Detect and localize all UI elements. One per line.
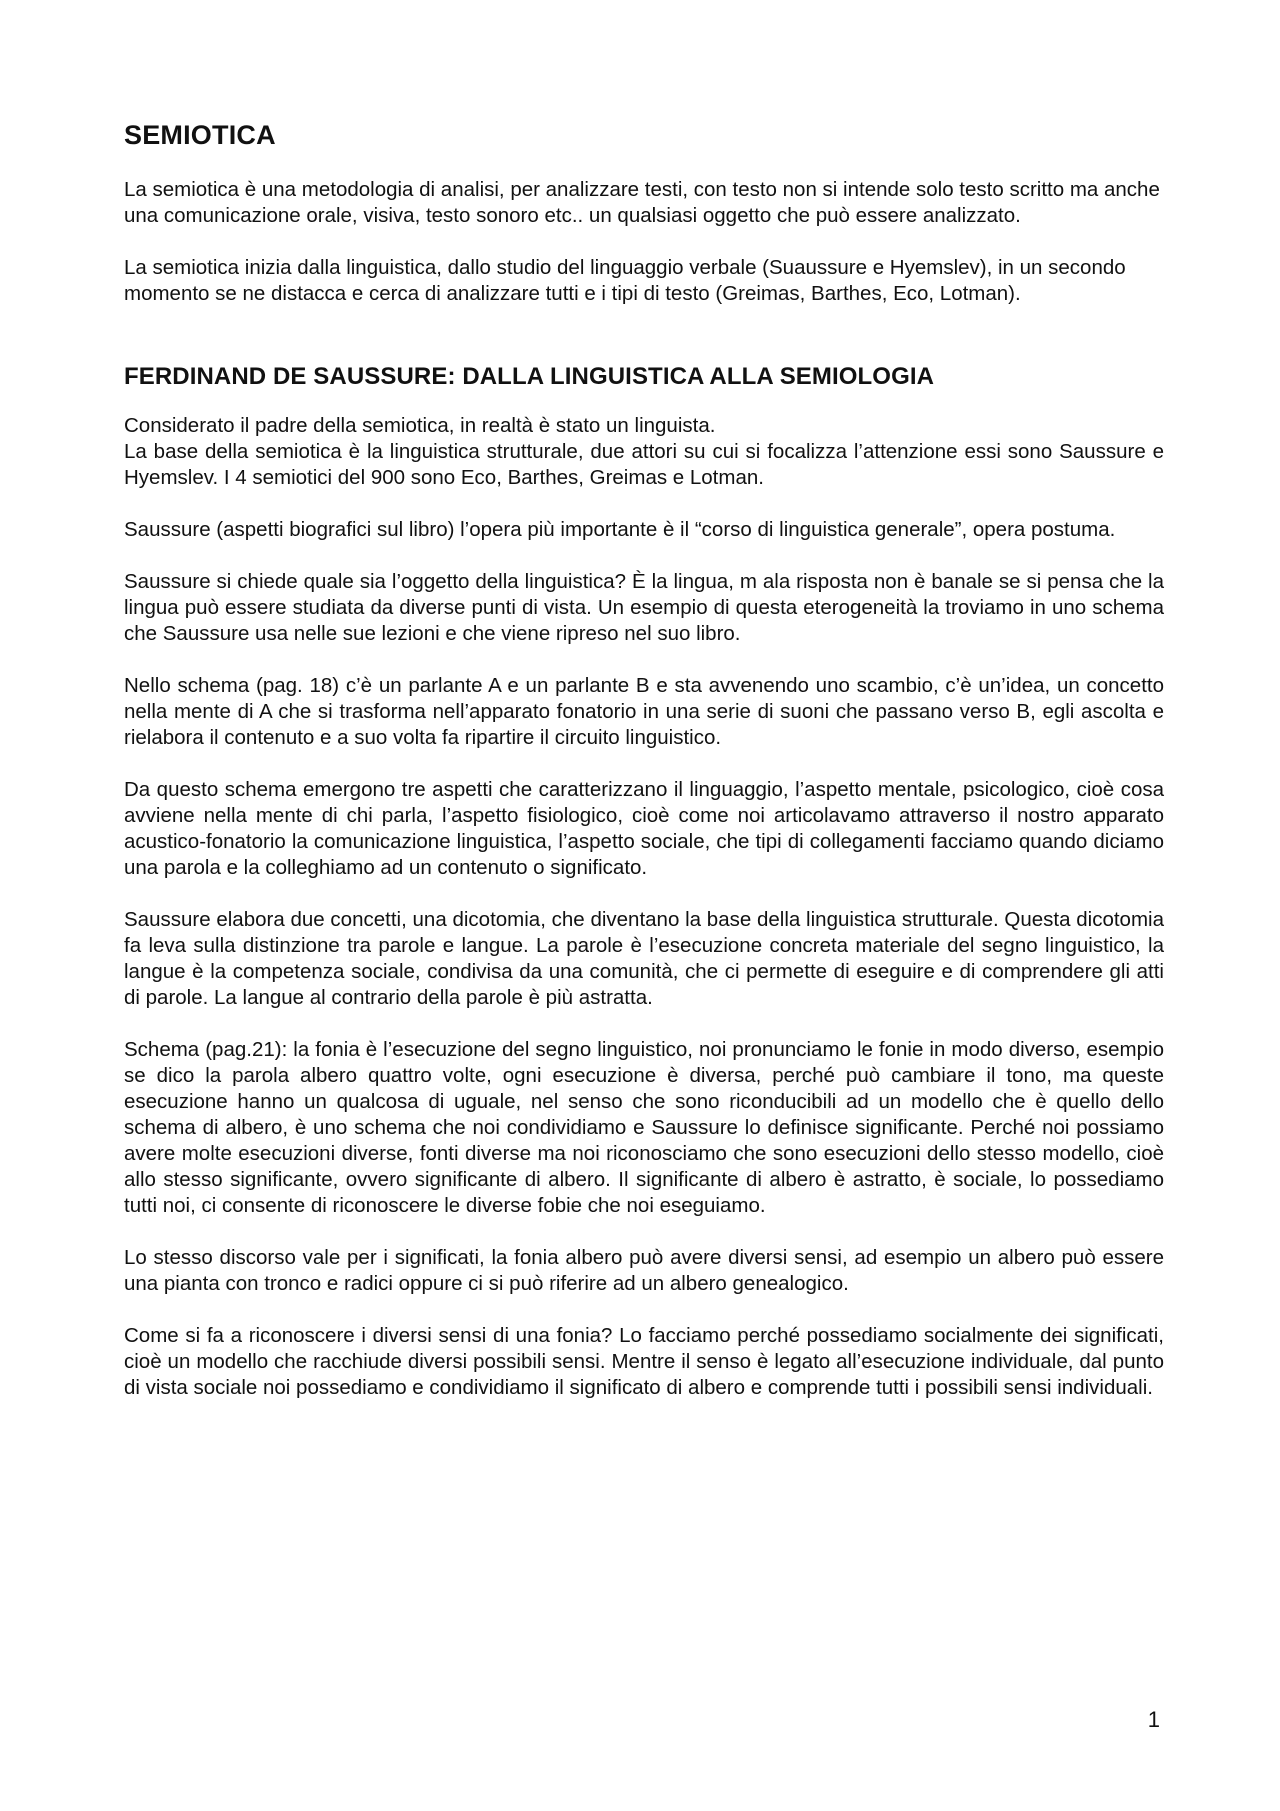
document-title: SEMIOTICA [124, 120, 276, 150]
section-paragraph-4: Nello schema (pag. 18) c’è un parlante A e un parlante B e sta avvenendo uno scambio, c’è un’idea, un concetto nella mente di A che si trasforma nell’apparato fonatorio in una serie di suoni che passano verso B, egli ascolta e rielabora il contenuto e a suo volta fa ripartire il circuito linguistico. [124, 674, 1164, 749]
section-paragraph-7: Schema (pag.21): la fonia è l’esecuzione del segno linguistico, noi pronunciamo le fonie in modo diverso, esempio se dico la parola albero quattro volte, ogni esecuzione è diversa, perché può cambiare il tono, ma queste esecuzione hanno un qualcosa di uguale, nel senso che sono riconducibili ad un modello che è quello dello schema di albero, è uno schema che noi condividiamo e Saussure lo definisce significante. Perché noi possiamo avere molte esecuzioni diverse, fonti diverse ma noi riconosciamo che sono esecuzioni dello stesso modello, cioè allo stesso significante, ovvero significante di albero. Il significante di albero è astratto, è sociale, lo possediamo tutti noi, ci consente di riconoscere le diverse fobie che noi eseguiamo. [124, 1038, 1164, 1217]
section-paragraph-2: Saussure (aspetti biografici sul libro) l’opera più importante è il “corso di linguistica generale”, opera postuma. [124, 518, 1116, 541]
section-paragraph-5: Da questo schema emergono tre aspetti che caratterizzano il linguaggio, l’aspetto mentale, psicologico, cioè cosa avviene nella mente di chi parla, l’aspetto fisiologico, cioè come noi articolavamo attraverso il nostro apparato acustico-fonatorio la comunicazione linguistica, l’aspetto sociale, che tipi di collegamenti facciamo quando diciamo una parola e la colleghiamo ad un contenuto o significato. [124, 778, 1164, 879]
section-paragraph-9: Come si fa a riconoscere i diversi sensi di una fonia? Lo facciamo perché possediamo socialmente dei significati, cioè un modello che racchiude diversi possibili sensi. Mentre il senso è legato all’esecuzione individuale, dal punto di vista sociale noi possediamo e condividiamo il significato di albero e comprende tutti i possibili sensi individuali. [124, 1324, 1164, 1399]
section-title: FERDINAND DE SAUSSURE: DALLA LINGUISTICA ALLA SEMIOLOGIA [124, 363, 935, 390]
section-paragraph-3: Saussure si chiede quale sia l’oggetto della linguistica? È la lingua, m ala risposta non è banale se si pensa che la lingua può essere studiata da diverse punti di vista. Un esempio di questa eterogeneità la troviamo in uno schema che Saussure usa nelle sue lezioni e che viene ripreso nel suo libro. [124, 570, 1164, 645]
section-paragraph-1-line-2: La base della semiotica è la linguistica strutturale, due attori su cui si focalizza l’attenzione essi sono Saussure e Hyemslev. I 4 semiotici del 900 sono Eco, Barthes, Greimas e Lotman. [124, 440, 1164, 489]
intro-paragraph-2: La semiotica inizia dalla linguistica, dallo studio del linguaggio verbale (Suaussure e Hyemslev), in un secondo momento se ne distacca e cerca di analizzare tutti e i tipi di testo (Greimas, Barthes, Eco, Lotman). [124, 256, 1126, 305]
intro-paragraph-1: La semiotica è una metodologia di analisi, per analizzare testi, con testo non si intende solo testo scritto ma anche una comunicazione orale, visiva, testo sonoro etc.. un qualsiasi oggetto che può essere analizzato. [124, 178, 1160, 227]
section-paragraph-1 [124, 413, 1164, 491]
section-paragraph-8: Lo stesso discorso vale per i significati, la fonia albero può avere diversi sensi, ad esempio un albero può essere una pianta con tronco e radici oppure ci si può riferire ad un albero genealogico. [124, 1246, 1164, 1295]
document-page [124, 120, 1164, 1427]
page-number: 1 [1147, 1707, 1160, 1732]
section-paragraph-1-line-1: Considerato il padre della semiotica, in realtà è stato un linguista. [124, 414, 716, 437]
section-paragraph-6: Saussure elabora due concetti, una dicotomia, che diventano la base della linguistica strutturale. Questa dicotomia fa leva sulla distinzione tra parole e langue. La parole è l’esecuzione concreta materiale del segno linguistico, la langue è la competenza sociale, condivisa da una comunità, che ci permette di eseguire e di comprendere gli atti di parole. La langue al contrario della parole è più astratta. [124, 908, 1164, 1009]
